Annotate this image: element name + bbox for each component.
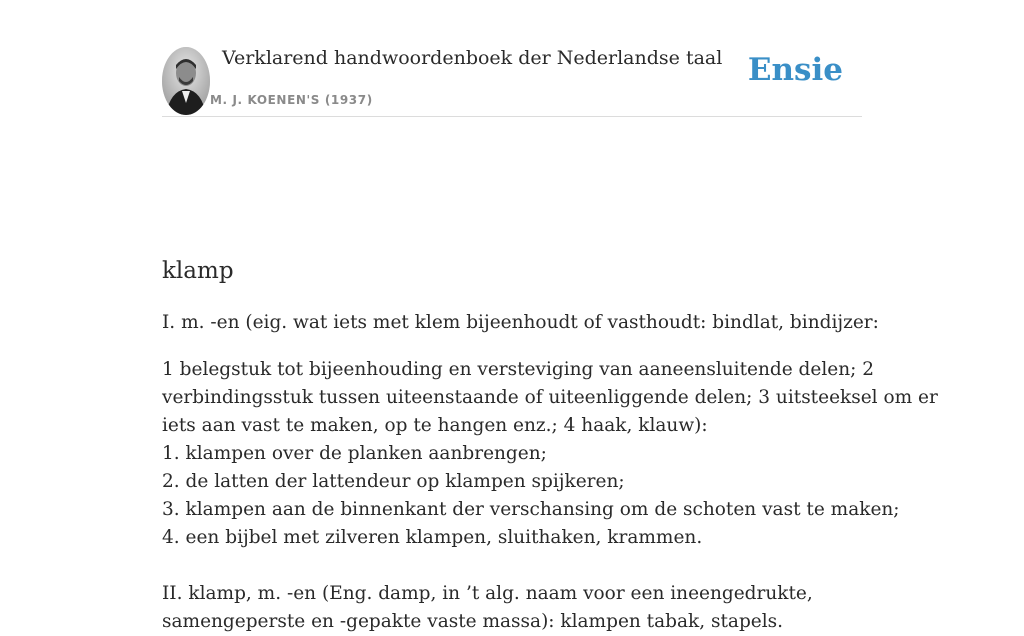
definition-line: 1 belegstuk tot bijeenhouding en versteviging van aaneensluitende delen; 2 [162,359,874,380]
definition-line: iets aan vast te maken, op te hangen enz.; 4 haak, klauw): [162,415,708,436]
definition-line: verbindingsstuk tussen uiteenstaande of uiteenliggende delen; 3 uitsteeksel om er [162,387,938,408]
brand-logo-link[interactable]: Ensie [747,52,843,88]
example-line: 4. een bijbel met zilveren klampen, sluithaken, krammen. [162,527,703,548]
author-portrait [162,47,210,115]
sense-1-definition [162,356,938,552]
sense-2 [162,580,862,636]
sense-2-line: samengeperste en -gepakte vaste massa): klampen tabak, stapels. [162,611,784,632]
example-line: 3. klampen aan de binnenkant der verschansing om de schoten vast te maken; [162,499,900,520]
entry-headword: klamp [162,258,234,284]
example-line: 1. klampen over de planken aanbrengen; [162,443,547,464]
sense-1-intro [162,309,879,337]
site-subtitle: M. J. KOENEN'S (1937) [210,93,373,107]
sense-2-line: II. klamp, m. -en (Eng. damp, in ’t alg. naam voor een ineengedrukte, [162,583,813,604]
page [162,0,938,632]
sense-1-intro-text: I. m. -en (eig. wat iets met klem bijeenhoudt of vasthoudt: bindlat, bindijzer: [162,312,879,333]
site-header [162,0,862,117]
site-title: Verklarend handwoordenboek der Nederlandse taal [222,47,723,69]
example-line: 2. de latten der lattendeur op klampen spijkeren; [162,471,625,492]
